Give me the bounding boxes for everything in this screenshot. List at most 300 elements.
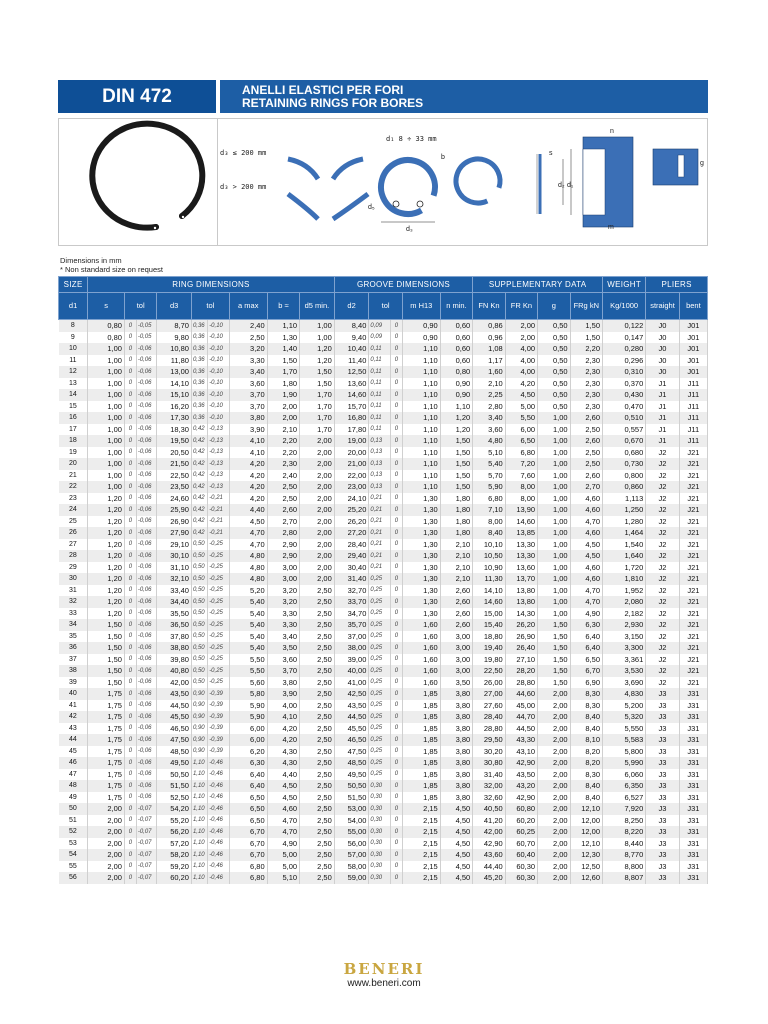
table-cell: 1,50 <box>440 481 473 493</box>
table-cell: 3,00 <box>440 654 473 666</box>
table-cell: 38 <box>59 665 88 677</box>
table-cell: 59,20 <box>157 861 192 873</box>
table-cell: 35,50 <box>157 608 192 620</box>
table-cell: 1,80 <box>440 527 473 539</box>
table-cell: 32,70 <box>334 585 369 597</box>
table-cell: 2,70 <box>570 481 602 493</box>
table-cell: 0,11 <box>369 378 391 390</box>
table-cell: J21 <box>679 654 707 666</box>
table-cell: 0 <box>391 769 403 781</box>
table-cell: 8,70 <box>157 320 192 332</box>
table-cell: 1,50 <box>88 642 125 654</box>
table-cell: 2,50 <box>300 815 335 827</box>
table-cell: 0,90 <box>191 734 207 746</box>
table-cell: 0 <box>391 757 403 769</box>
table-cell: 27,10 <box>505 654 537 666</box>
table-cell: 34,40 <box>157 596 192 608</box>
table-cell: 35,70 <box>334 619 369 631</box>
table-cell: 2,00 <box>300 504 335 516</box>
table-cell: 1,10 <box>191 803 207 815</box>
table-cell: 12,50 <box>570 861 602 873</box>
table-cell: 42,90 <box>505 792 537 804</box>
table-cell: 2,20 <box>267 435 299 447</box>
table-cell: J2 <box>646 470 680 482</box>
table-cell: J2 <box>646 665 680 677</box>
table-cell: 2,00 <box>88 861 125 873</box>
table-cell: J3 <box>646 688 680 700</box>
table-cell: J2 <box>646 677 680 689</box>
table-cell: 1,00 <box>538 458 570 470</box>
table-cell: 0,25 <box>369 665 391 677</box>
table-row <box>59 458 708 470</box>
table-cell: 60,20 <box>505 815 537 827</box>
table-cell: 5,80 <box>229 688 267 700</box>
table-cell: 1,30 <box>402 493 440 505</box>
table-cell: 0,30 <box>369 780 391 792</box>
table-cell: 1,10 <box>402 424 440 436</box>
table-cell: J31 <box>679 734 707 746</box>
col-d3-tol: tol <box>191 293 229 320</box>
table-cell: 0 <box>391 493 403 505</box>
table-cell: 1,75 <box>88 792 125 804</box>
col-fn: FN Kn <box>473 293 505 320</box>
table-cell: 22,00 <box>334 470 369 482</box>
table-cell: 43,30 <box>505 734 537 746</box>
table-cell: 6,00 <box>229 734 267 746</box>
table-cell: 54,20 <box>157 803 192 815</box>
table-cell: -0,10 <box>208 412 230 424</box>
table-cell: 14,60 <box>505 516 537 528</box>
table-cell: J2 <box>646 631 680 643</box>
table-cell: J31 <box>679 700 707 712</box>
table-cell: 0,90 <box>440 389 473 401</box>
table-cell: 2,00 <box>538 780 570 792</box>
table-cell: 3,80 <box>440 688 473 700</box>
table-cell: -0,07 <box>136 849 157 861</box>
col-g: g <box>538 293 570 320</box>
table-cell: 0,25 <box>369 688 391 700</box>
table-cell: 2,15 <box>402 815 440 827</box>
table-cell: J1 <box>646 424 680 436</box>
table-cell: 1,10 <box>191 872 207 884</box>
table-cell: 2,15 <box>402 861 440 873</box>
table-cell: 2,50 <box>300 711 335 723</box>
table-cell: J11 <box>679 435 707 447</box>
table-cell: 0 <box>124 826 136 838</box>
table-cell: 1,10 <box>402 458 440 470</box>
table-cell: 4,70 <box>570 596 602 608</box>
table-cell: 5,50 <box>505 412 537 424</box>
table-cell: 1,00 <box>538 435 570 447</box>
table-cell: 8,250 <box>603 815 646 827</box>
table-cell: 0,25 <box>369 677 391 689</box>
table-cell: 1,30 <box>402 539 440 551</box>
table-cell: -0,06 <box>136 711 157 723</box>
table-cell: 43,10 <box>505 746 537 758</box>
table-cell: 2,00 <box>538 757 570 769</box>
table-cell: 4,50 <box>267 780 299 792</box>
table-cell: 21,00 <box>334 458 369 470</box>
table-cell: 0 <box>391 838 403 850</box>
table-cell: 27,90 <box>157 527 192 539</box>
label-d3-small: d₃ ≤ 200 mm <box>220 149 267 157</box>
table-cell: 0 <box>124 424 136 436</box>
table-cell: J3 <box>646 803 680 815</box>
table-cell: J11 <box>679 401 707 413</box>
table-cell: 0 <box>391 746 403 758</box>
table-row <box>59 343 708 355</box>
table-cell: 54,00 <box>334 815 369 827</box>
table-cell: 58,00 <box>334 861 369 873</box>
table-row <box>59 573 708 585</box>
table-cell: -0,06 <box>136 573 157 585</box>
table-cell: 8,800 <box>603 861 646 873</box>
table-cell: 2,50 <box>300 861 335 873</box>
table-cell: 0,42 <box>191 493 207 505</box>
table-cell: 1,00 <box>538 539 570 551</box>
table-cell: 0 <box>391 665 403 677</box>
table-cell: 0 <box>391 677 403 689</box>
table-cell: 2,15 <box>402 872 440 884</box>
table-cell: 2,80 <box>473 401 505 413</box>
table-cell: 44,50 <box>334 711 369 723</box>
table-cell: 12,00 <box>570 826 602 838</box>
col-d3: d3 <box>157 293 192 320</box>
table-cell: 34 <box>59 619 88 631</box>
table-cell: 2,50 <box>300 734 335 746</box>
table-cell: 1,85 <box>402 769 440 781</box>
table-cell: 60,70 <box>505 838 537 850</box>
table-cell: J3 <box>646 826 680 838</box>
table-cell: 39,80 <box>157 654 192 666</box>
table-cell: 1,50 <box>267 355 299 367</box>
table-cell: 6,060 <box>603 769 646 781</box>
table-cell: 0,36 <box>191 389 207 401</box>
table-cell: J0 <box>646 332 680 344</box>
table-cell: 0 <box>391 734 403 746</box>
table-cell: 1,75 <box>88 769 125 781</box>
table-cell: 2,00 <box>300 562 335 574</box>
table-cell: J31 <box>679 826 707 838</box>
table-cell: 5,200 <box>603 700 646 712</box>
table-cell: -0,13 <box>208 481 230 493</box>
table-cell: -0,46 <box>208 872 230 884</box>
table-cell: 12,10 <box>570 838 602 850</box>
table-cell: 11,80 <box>157 355 192 367</box>
table-cell: 1,00 <box>538 470 570 482</box>
footer <box>0 960 768 989</box>
table-cell: 1,00 <box>88 378 125 390</box>
table-cell: 9,40 <box>334 332 369 344</box>
table-cell: 0,36 <box>191 378 207 390</box>
table-cell: 6,70 <box>229 838 267 850</box>
table-cell: 2,930 <box>603 619 646 631</box>
table-cell: J2 <box>646 493 680 505</box>
table-cell: 2,00 <box>538 746 570 758</box>
table-cell: 43,50 <box>334 700 369 712</box>
table-cell: 23,50 <box>157 481 192 493</box>
table-row <box>59 631 708 643</box>
table-cell: 17 <box>59 424 88 436</box>
table-cell: 7,60 <box>505 470 537 482</box>
table-cell: 0 <box>124 447 136 459</box>
table-cell: 3,20 <box>267 596 299 608</box>
table-cell: 4,20 <box>229 470 267 482</box>
table-cell: 0,90 <box>191 688 207 700</box>
table-cell: J2 <box>646 539 680 551</box>
table-cell: 44,40 <box>473 861 505 873</box>
table-column-header <box>59 293 708 320</box>
table-cell: 41,20 <box>473 815 505 827</box>
label-s: s <box>549 150 553 157</box>
table-cell: 0 <box>124 585 136 597</box>
table-cell: 1,75 <box>88 688 125 700</box>
table-cell: 0,11 <box>369 366 391 378</box>
table-cell: 1,75 <box>88 780 125 792</box>
table-cell: 0 <box>391 631 403 643</box>
table-cell: 0,90 <box>440 378 473 390</box>
table-cell: 2,50 <box>300 872 335 884</box>
table-cell: 2,50 <box>570 458 602 470</box>
table-cell: 30 <box>59 573 88 585</box>
table-cell: 0,50 <box>538 320 570 332</box>
table-cell: 0,50 <box>538 332 570 344</box>
table-row <box>59 723 708 735</box>
table-cell: 2,30 <box>570 401 602 413</box>
table-cell: J21 <box>679 481 707 493</box>
table-cell: 2,50 <box>300 631 335 643</box>
table-cell: 1,50 <box>440 458 473 470</box>
table-cell: 1,952 <box>603 585 646 597</box>
table-cell: -0,25 <box>208 608 230 620</box>
table-cell: 14,30 <box>505 608 537 620</box>
table-cell: -0,06 <box>136 401 157 413</box>
table-cell: 0,50 <box>538 401 570 413</box>
table-cell: 39,00 <box>334 654 369 666</box>
table-cell: 5,20 <box>229 585 267 597</box>
table-cell: 53 <box>59 838 88 850</box>
table-cell: 1,464 <box>603 527 646 539</box>
table-cell: 4,70 <box>229 539 267 551</box>
table-cell: -0,39 <box>208 746 230 758</box>
table-cell: 3,40 <box>473 412 505 424</box>
table-cell: 4,10 <box>267 711 299 723</box>
table-cell: -0,25 <box>208 596 230 608</box>
group-size: SIZE <box>59 277 88 293</box>
table-cell: -0,06 <box>136 677 157 689</box>
table-cell: 8,440 <box>603 838 646 850</box>
table-cell: 0,122 <box>603 320 646 332</box>
table-cell: 0,90 <box>191 746 207 758</box>
table-cell: 13,30 <box>505 550 537 562</box>
table-cell: 8,40 <box>570 711 602 723</box>
table-cell: 19,40 <box>473 642 505 654</box>
table-cell: 3,80 <box>440 723 473 735</box>
table-cell: 0 <box>391 642 403 654</box>
table-cell: 3,50 <box>440 677 473 689</box>
table-group-header <box>59 277 708 293</box>
table-cell: J2 <box>646 504 680 516</box>
table-cell: 3,40 <box>229 366 267 378</box>
table-cell: -0,07 <box>136 861 157 873</box>
table-cell: J3 <box>646 815 680 827</box>
table-cell: 0 <box>391 872 403 884</box>
table-row <box>59 608 708 620</box>
table-cell: 1,70 <box>300 424 335 436</box>
table-cell: 1,50 <box>538 619 570 631</box>
table-cell: 27,60 <box>473 700 505 712</box>
table-cell: 0,50 <box>191 539 207 551</box>
table-cell: 54 <box>59 849 88 861</box>
table-cell: 1,00 <box>538 447 570 459</box>
table-cell: 39 <box>59 677 88 689</box>
table-cell: 46 <box>59 757 88 769</box>
table-cell: -0,25 <box>208 573 230 585</box>
table-cell: 26,20 <box>505 619 537 631</box>
table-cell: 5,50 <box>229 665 267 677</box>
table-cell: 13 <box>59 378 88 390</box>
table-cell: 4,60 <box>570 493 602 505</box>
table-cell: 1,50 <box>300 378 335 390</box>
table-cell: 0,50 <box>191 677 207 689</box>
table-cell: 23,00 <box>334 481 369 493</box>
table-cell: J31 <box>679 780 707 792</box>
table-cell: -0,06 <box>136 389 157 401</box>
table-cell: -0,06 <box>136 619 157 631</box>
table-row <box>59 665 708 677</box>
table-cell: 0 <box>124 734 136 746</box>
table-cell: 8,30 <box>570 688 602 700</box>
table-cell: 1,40 <box>267 343 299 355</box>
table-cell: 2,00 <box>300 470 335 482</box>
table-cell: 7,920 <box>603 803 646 815</box>
table-cell: J21 <box>679 447 707 459</box>
table-row <box>59 757 708 769</box>
table-cell: 6,50 <box>229 792 267 804</box>
title-banner <box>58 80 708 113</box>
table-cell: 1,280 <box>603 516 646 528</box>
dimensions-table <box>58 276 708 884</box>
table-row <box>59 378 708 390</box>
table-cell: 0,50 <box>191 596 207 608</box>
table-cell: 5,90 <box>229 700 267 712</box>
table-cell: 5,40 <box>229 619 267 631</box>
table-cell: -0,25 <box>208 550 230 562</box>
table-cell: 2,00 <box>300 481 335 493</box>
group-pliers: PLIERS <box>646 277 708 293</box>
table-cell: 2,00 <box>538 826 570 838</box>
table-cell: 7,20 <box>505 458 537 470</box>
table-cell: 48,50 <box>157 746 192 758</box>
table-cell: 40,50 <box>473 803 505 815</box>
table-cell: 1,60 <box>402 642 440 654</box>
table-cell: 20 <box>59 458 88 470</box>
table-cell: -0,06 <box>136 746 157 758</box>
table-cell: 2,70 <box>267 516 299 528</box>
table-cell: 30,40 <box>334 562 369 574</box>
table-cell: -0,10 <box>208 332 230 344</box>
table-cell: 2,10 <box>473 378 505 390</box>
table-cell: 1,60 <box>402 631 440 643</box>
table-cell: 3,80 <box>440 757 473 769</box>
table-row <box>59 734 708 746</box>
table-cell: -0,07 <box>136 803 157 815</box>
table-cell: 2,50 <box>300 780 335 792</box>
table-cell: 43,20 <box>505 780 537 792</box>
table-row <box>59 677 708 689</box>
table-cell: 56 <box>59 872 88 884</box>
website-link[interactable]: www.beneri.com <box>347 978 421 989</box>
table-cell: 2,50 <box>300 769 335 781</box>
table-cell: 5,70 <box>473 470 505 482</box>
table-cell: 1,00 <box>300 320 335 332</box>
table-cell: J21 <box>679 677 707 689</box>
table-cell: 2,00 <box>300 539 335 551</box>
table-cell: 0 <box>391 447 403 459</box>
table-cell: 32,10 <box>157 573 192 585</box>
table-cell: 25,20 <box>334 504 369 516</box>
table-cell: 23 <box>59 493 88 505</box>
table-cell: 37 <box>59 654 88 666</box>
table-cell: 0 <box>391 527 403 539</box>
table-cell: 1,20 <box>88 608 125 620</box>
table-cell: 4,70 <box>267 826 299 838</box>
table-cell: J3 <box>646 711 680 723</box>
table-cell: 48,50 <box>334 757 369 769</box>
table-cell: 0,09 <box>369 320 391 332</box>
table-cell: 28,40 <box>334 539 369 551</box>
table-cell: 8,40 <box>570 792 602 804</box>
table-cell: -0,06 <box>136 539 157 551</box>
table-row <box>59 780 708 792</box>
table-cell: 0 <box>391 780 403 792</box>
table-cell: 58,20 <box>157 849 192 861</box>
table-cell: -0,25 <box>208 631 230 643</box>
table-cell: J21 <box>679 470 707 482</box>
table-cell: 51 <box>59 815 88 827</box>
table-cell: 43,50 <box>157 688 192 700</box>
table-cell: -0,06 <box>136 757 157 769</box>
table-cell: 1,50 <box>88 665 125 677</box>
table-cell: 28,80 <box>473 723 505 735</box>
table-cell: 3,361 <box>603 654 646 666</box>
table-cell: 0,11 <box>369 343 391 355</box>
table-row <box>59 803 708 815</box>
table-cell: 13,70 <box>505 573 537 585</box>
table-cell: 2,15 <box>402 803 440 815</box>
table-cell: -0,46 <box>208 769 230 781</box>
table-cell: 4,80 <box>229 573 267 585</box>
table-cell: 44,50 <box>505 723 537 735</box>
table-cell: 0 <box>124 861 136 873</box>
table-cell: 1,60 <box>402 677 440 689</box>
table-cell: 60,30 <box>505 861 537 873</box>
table-cell: J31 <box>679 815 707 827</box>
table-row <box>59 838 708 850</box>
table-cell: 1,50 <box>440 470 473 482</box>
table-cell: 1,00 <box>538 550 570 562</box>
table-cell: 2,50 <box>300 688 335 700</box>
table-cell: J2 <box>646 642 680 654</box>
table-cell: 0 <box>391 654 403 666</box>
table-cell: -0,06 <box>136 734 157 746</box>
table-cell: 4,40 <box>267 769 299 781</box>
table-cell: 0,13 <box>369 470 391 482</box>
table-cell: 2,00 <box>300 493 335 505</box>
table-row <box>59 619 708 631</box>
table-cell: J31 <box>679 792 707 804</box>
table-cell: 0,50 <box>191 608 207 620</box>
